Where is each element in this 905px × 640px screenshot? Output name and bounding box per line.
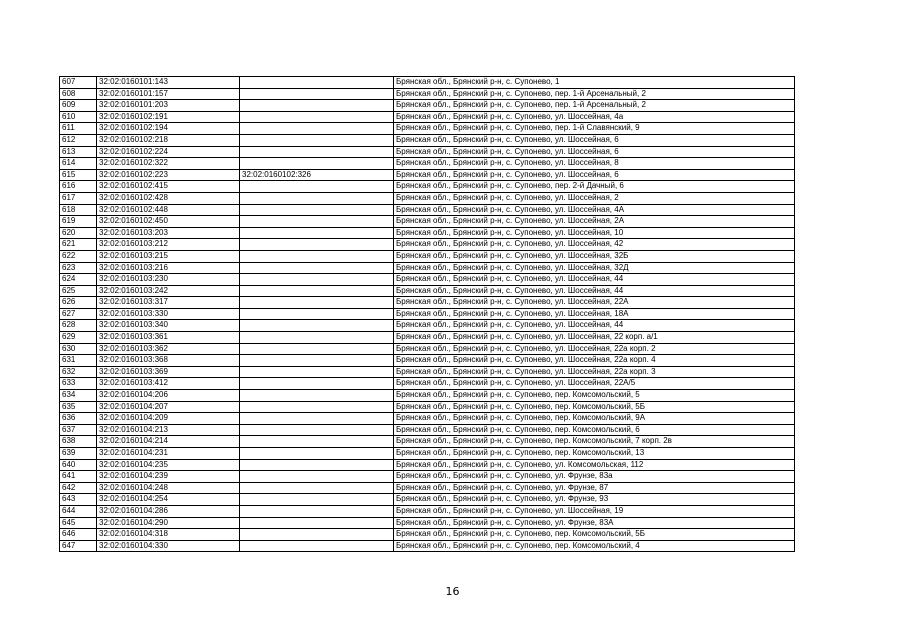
related-cadastral-number-cell (240, 320, 394, 332)
table-row (60, 169, 795, 181)
address-cell: Брянская обл., Брянский р-н, с. Супонево, ул. Шоссейная, 4А (394, 204, 795, 216)
table-row (60, 285, 795, 297)
cadastral-number-cell: 32:02:0160104:330 (97, 540, 240, 552)
cadastral-number-cell: 32:02:0160104:207 (97, 401, 240, 413)
cadastral-number-cell: 32:02:0160103:340 (97, 320, 240, 332)
related-cadastral-number-cell (240, 540, 394, 552)
table-row (60, 505, 795, 517)
cadastral-number-cell: 32:02:0160102:415 (97, 181, 240, 193)
table-row (60, 77, 795, 89)
table-row (60, 471, 795, 483)
cadastral-number-cell: 32:02:0160103:212 (97, 239, 240, 251)
address-cell: Брянская обл., Брянский р-н, с. Супонево, пер. Комсомольский, 7 корп. 2в (394, 436, 795, 448)
address-cell: Брянская обл., Брянский р-н, с. Супонево, ул. Шоссейная, 22 корп. а/1 (394, 332, 795, 344)
row-number-cell: 636 (60, 413, 97, 425)
address-cell: Брянская обл., Брянский р-н, с. Супонево, ул. Шоссейная, 22а корп. 2 (394, 343, 795, 355)
cadastral-number-cell: 32:02:0160104:248 (97, 482, 240, 494)
address-cell: Брянская обл., Брянский р-н, с. Супонево, ул. Фрунзе, 83а (394, 471, 795, 483)
address-cell: Брянская обл., Брянский р-н, с. Супонево, ул. Шоссейная, 10 (394, 227, 795, 239)
address-cell: Брянская обл., Брянский р-н, с. Супонево, ул. Комсомольская, 112 (394, 459, 795, 471)
related-cadastral-number-cell (240, 355, 394, 367)
related-cadastral-number-cell (240, 471, 394, 483)
table-row (60, 529, 795, 541)
row-number-cell: 638 (60, 436, 97, 448)
address-cell: Брянская обл., Брянский р-н, с. Супонево, ул. Шоссейная, 44 (394, 274, 795, 286)
related-cadastral-number-cell (240, 181, 394, 193)
row-number-cell: 615 (60, 169, 97, 181)
address-cell: Брянская обл., Брянский р-н, с. Супонево, ул. Фрунзе, 87 (394, 482, 795, 494)
table-row (60, 297, 795, 309)
related-cadastral-number-cell (240, 378, 394, 390)
cadastral-number-cell: 32:02:0160103:230 (97, 274, 240, 286)
table-row (60, 401, 795, 413)
related-cadastral-number-cell (240, 111, 394, 123)
address-cell: Брянская обл., Брянский р-н, с. Супонево, ул. Шоссейная, 18А (394, 308, 795, 320)
related-cadastral-number-cell (240, 250, 394, 262)
cadastral-number-cell: 32:02:0160103:330 (97, 308, 240, 320)
address-cell: Брянская обл., Брянский р-н, с. Супонево, ул. Фрунзе, 93 (394, 494, 795, 506)
address-cell: Брянская обл., Брянский р-н, с. Супонево, ул. Шоссейная, 22А/5 (394, 378, 795, 390)
row-number-cell: 632 (60, 366, 97, 378)
registry-table (59, 76, 795, 552)
row-number-cell: 612 (60, 134, 97, 146)
address-cell: Брянская обл., Брянский р-н, с. Супонево, ул. Шоссейная, 32Д (394, 262, 795, 274)
related-cadastral-number-cell (240, 401, 394, 413)
related-cadastral-number-cell (240, 459, 394, 471)
cadastral-number-cell: 32:02:0160104:290 (97, 517, 240, 529)
address-cell: Брянская обл., Брянский р-н, с. Супонево, ул. Шоссейная, 6 (394, 169, 795, 181)
row-number-cell: 629 (60, 332, 97, 344)
related-cadastral-number-cell (240, 517, 394, 529)
table-row (60, 88, 795, 100)
row-number-cell: 621 (60, 239, 97, 251)
related-cadastral-number-cell (240, 505, 394, 517)
row-number-cell: 620 (60, 227, 97, 239)
address-cell: Брянская обл., Брянский р-н, с. Супонево, пер. Комсомольский, 13 (394, 448, 795, 460)
address-cell: Брянская обл., Брянский р-н, с. Супонево, ул. Шоссейная, 44 (394, 320, 795, 332)
address-cell: Брянская обл., Брянский р-н, с. Супонево, пер. 2-й Дачный, 6 (394, 181, 795, 193)
related-cadastral-number-cell (240, 134, 394, 146)
address-cell: Брянская обл., Брянский р-н, с. Супонево, ул. Шоссейная, 8 (394, 158, 795, 170)
related-cadastral-number-cell (240, 332, 394, 344)
table-row (60, 332, 795, 344)
address-cell: Брянская обл., Брянский р-н, с. Супонево, 1 (394, 77, 795, 89)
address-cell: Брянская обл., Брянский р-н, с. Супонево, пер. 1-й Славянский, 9 (394, 123, 795, 135)
table-row (60, 111, 795, 123)
table-row (60, 540, 795, 552)
row-number-cell: 609 (60, 100, 97, 112)
related-cadastral-number-cell (240, 77, 394, 89)
cadastral-number-cell: 32:02:0160102:223 (97, 169, 240, 181)
row-number-cell: 608 (60, 88, 97, 100)
row-number-cell: 631 (60, 355, 97, 367)
address-cell: Брянская обл., Брянский р-н, с. Супонево, пер. Комсомольский, 5 (394, 390, 795, 402)
related-cadastral-number-cell (240, 216, 394, 228)
related-cadastral-number-cell (240, 227, 394, 239)
cadastral-number-cell: 32:02:0160104:213 (97, 424, 240, 436)
row-number-cell: 618 (60, 204, 97, 216)
table-row (60, 343, 795, 355)
table-row (60, 378, 795, 390)
related-cadastral-number-cell (240, 343, 394, 355)
address-cell: Брянская обл., Брянский р-н, с. Супонево, ул. Фрунзе, 83А (394, 517, 795, 529)
cadastral-number-cell: 32:02:0160102:322 (97, 158, 240, 170)
address-cell: Брянская обл., Брянский р-н, с. Супонево, пер. 1-й Арсенальный, 2 (394, 100, 795, 112)
table-row (60, 355, 795, 367)
table-row (60, 482, 795, 494)
related-cadastral-number-cell (240, 424, 394, 436)
table-row (60, 274, 795, 286)
related-cadastral-number-cell (240, 158, 394, 170)
cadastral-number-cell: 32:02:0160104:318 (97, 529, 240, 541)
address-cell: Брянская обл., Брянский р-н, с. Супонево, ул. Шоссейная, 2 (394, 192, 795, 204)
cadastral-number-cell: 32:02:0160102:428 (97, 192, 240, 204)
table-row (60, 262, 795, 274)
table-row (60, 517, 795, 529)
row-number-cell: 645 (60, 517, 97, 529)
cadastral-number-cell: 32:02:0160102:194 (97, 123, 240, 135)
row-number-cell: 626 (60, 297, 97, 309)
cadastral-number-cell: 32:02:0160104:231 (97, 448, 240, 460)
row-number-cell: 635 (60, 401, 97, 413)
related-cadastral-number-cell (240, 413, 394, 425)
cadastral-number-cell: 32:02:0160103:216 (97, 262, 240, 274)
cadastral-number-cell: 32:02:0160103:242 (97, 285, 240, 297)
table-row (60, 308, 795, 320)
cadastral-number-cell: 32:02:0160102:224 (97, 146, 240, 158)
address-cell: Брянская обл., Брянский р-н, с. Супонево, ул. Шоссейная, 4а (394, 111, 795, 123)
related-cadastral-number-cell (240, 436, 394, 448)
related-cadastral-number-cell (240, 308, 394, 320)
row-number-cell: 610 (60, 111, 97, 123)
row-number-cell: 627 (60, 308, 97, 320)
related-cadastral-number-cell (240, 274, 394, 286)
table-row (60, 424, 795, 436)
related-cadastral-number-cell (240, 448, 394, 460)
cadastral-number-cell: 32:02:0160102:191 (97, 111, 240, 123)
row-number-cell: 640 (60, 459, 97, 471)
registry-table-body (60, 77, 795, 552)
row-number-cell: 630 (60, 343, 97, 355)
page-number: 16 (445, 585, 460, 598)
cadastral-number-cell: 32:02:0160103:412 (97, 378, 240, 390)
row-number-cell: 625 (60, 285, 97, 297)
table-row (60, 204, 795, 216)
cadastral-number-cell: 32:02:0160104:209 (97, 413, 240, 425)
related-cadastral-number-cell (240, 192, 394, 204)
cadastral-number-cell: 32:02:0160101:157 (97, 88, 240, 100)
address-cell: Брянская обл., Брянский р-н, с. Супонево, пер. Комсомольский, 4 (394, 540, 795, 552)
related-cadastral-number-cell (240, 297, 394, 309)
cadastral-number-cell: 32:02:0160101:203 (97, 100, 240, 112)
address-cell: Брянская обл., Брянский р-н, с. Супонево, пер. 1-й Арсенальный, 2 (394, 88, 795, 100)
row-number-cell: 622 (60, 250, 97, 262)
address-cell: Брянская обл., Брянский р-н, с. Супонево, ул. Шоссейная, 2А (394, 216, 795, 228)
related-cadastral-number-cell (240, 494, 394, 506)
table-row (60, 250, 795, 262)
cadastral-number-cell: 32:02:0160104:214 (97, 436, 240, 448)
table-row (60, 320, 795, 332)
row-number-cell: 617 (60, 192, 97, 204)
row-number-cell: 642 (60, 482, 97, 494)
table-row (60, 390, 795, 402)
cadastral-number-cell: 32:02:0160102:448 (97, 204, 240, 216)
cadastral-number-cell: 32:02:0160103:361 (97, 332, 240, 344)
table-row (60, 448, 795, 460)
table-row (60, 413, 795, 425)
row-number-cell: 639 (60, 448, 97, 460)
row-number-cell: 619 (60, 216, 97, 228)
address-cell: Брянская обл., Брянский р-н, с. Супонево, ул. Шоссейная, 22а корп. 3 (394, 366, 795, 378)
cadastral-number-cell: 32:02:0160104:206 (97, 390, 240, 402)
related-cadastral-number-cell (240, 482, 394, 494)
address-cell: Брянская обл., Брянский р-н, с. Супонево, ул. Шоссейная, 44 (394, 285, 795, 297)
row-number-cell: 647 (60, 540, 97, 552)
related-cadastral-number-cell (240, 390, 394, 402)
row-number-cell: 643 (60, 494, 97, 506)
table-row (60, 239, 795, 251)
address-cell: Брянская обл., Брянский р-н, с. Супонево, пер. Комсомольский, 5Б (394, 529, 795, 541)
table-row (60, 494, 795, 506)
cadastral-number-cell: 32:02:0160104:254 (97, 494, 240, 506)
address-cell: Брянская обл., Брянский р-н, с. Супонево, ул. Шоссейная, 6 (394, 146, 795, 158)
row-number-cell: 611 (60, 123, 97, 135)
related-cadastral-number-cell (240, 366, 394, 378)
table-row (60, 134, 795, 146)
address-cell: Брянская обл., Брянский р-н, с. Супонево, пер. Комсомольский, 5Б (394, 401, 795, 413)
related-cadastral-number-cell (240, 262, 394, 274)
cadastral-number-cell: 32:02:0160101:143 (97, 77, 240, 89)
related-cadastral-number-cell (240, 88, 394, 100)
cadastral-number-cell: 32:02:0160103:362 (97, 343, 240, 355)
table-row (60, 123, 795, 135)
cadastral-number-cell: 32:02:0160103:317 (97, 297, 240, 309)
related-cadastral-number-cell (240, 285, 394, 297)
related-cadastral-number-cell (240, 239, 394, 251)
address-cell: Брянская обл., Брянский р-н, с. Супонево, ул. Шоссейная, 6 (394, 134, 795, 146)
related-cadastral-number-cell (240, 204, 394, 216)
table-row (60, 158, 795, 170)
cadastral-number-cell: 32:02:0160103:368 (97, 355, 240, 367)
cadastral-number-cell: 32:02:0160104:235 (97, 459, 240, 471)
table-row (60, 459, 795, 471)
related-cadastral-number-cell (240, 100, 394, 112)
address-cell: Брянская обл., Брянский р-н, с. Супонево, ул. Шоссейная, 19 (394, 505, 795, 517)
table-row (60, 181, 795, 193)
row-number-cell: 607 (60, 77, 97, 89)
address-cell: Брянская обл., Брянский р-н, с. Супонево, ул. Шоссейная, 22А (394, 297, 795, 309)
row-number-cell: 641 (60, 471, 97, 483)
address-cell: Брянская обл., Брянский р-н, с. Супонево, ул. Шоссейная, 32Б (394, 250, 795, 262)
related-cadastral-number-cell (240, 123, 394, 135)
row-number-cell: 644 (60, 505, 97, 517)
cadastral-number-cell: 32:02:0160103:215 (97, 250, 240, 262)
cadastral-number-cell: 32:02:0160103:203 (97, 227, 240, 239)
table-row (60, 216, 795, 228)
table-row (60, 192, 795, 204)
address-cell: Брянская обл., Брянский р-н, с. Супонево, ул. Шоссейная, 42 (394, 239, 795, 251)
cadastral-number-cell: 32:02:0160102:218 (97, 134, 240, 146)
related-cadastral-number-cell (240, 146, 394, 158)
table-row (60, 366, 795, 378)
cadastral-number-cell: 32:02:0160104:286 (97, 505, 240, 517)
related-cadastral-number-cell: 32:02:0160102:326 (240, 169, 394, 181)
row-number-cell: 633 (60, 378, 97, 390)
table-row (60, 227, 795, 239)
cadastral-number-cell: 32:02:0160103:369 (97, 366, 240, 378)
address-cell: Брянская обл., Брянский р-н, с. Супонево, ул. Шоссейная, 22а корп. 4 (394, 355, 795, 367)
row-number-cell: 624 (60, 274, 97, 286)
related-cadastral-number-cell (240, 529, 394, 541)
cadastral-number-cell: 32:02:0160102:450 (97, 216, 240, 228)
row-number-cell: 613 (60, 146, 97, 158)
row-number-cell: 614 (60, 158, 97, 170)
cadastral-number-cell: 32:02:0160104:239 (97, 471, 240, 483)
address-cell: Брянская обл., Брянский р-н, с. Супонево, пер. Комсомольский, 6 (394, 424, 795, 436)
row-number-cell: 628 (60, 320, 97, 332)
row-number-cell: 646 (60, 529, 97, 541)
row-number-cell: 623 (60, 262, 97, 274)
address-cell: Брянская обл., Брянский р-н, с. Супонево, пер. Комсомольский, 9А (394, 413, 795, 425)
row-number-cell: 634 (60, 390, 97, 402)
table-row (60, 146, 795, 158)
row-number-cell: 637 (60, 424, 97, 436)
table-row (60, 436, 795, 448)
row-number-cell: 616 (60, 181, 97, 193)
table-row (60, 100, 795, 112)
